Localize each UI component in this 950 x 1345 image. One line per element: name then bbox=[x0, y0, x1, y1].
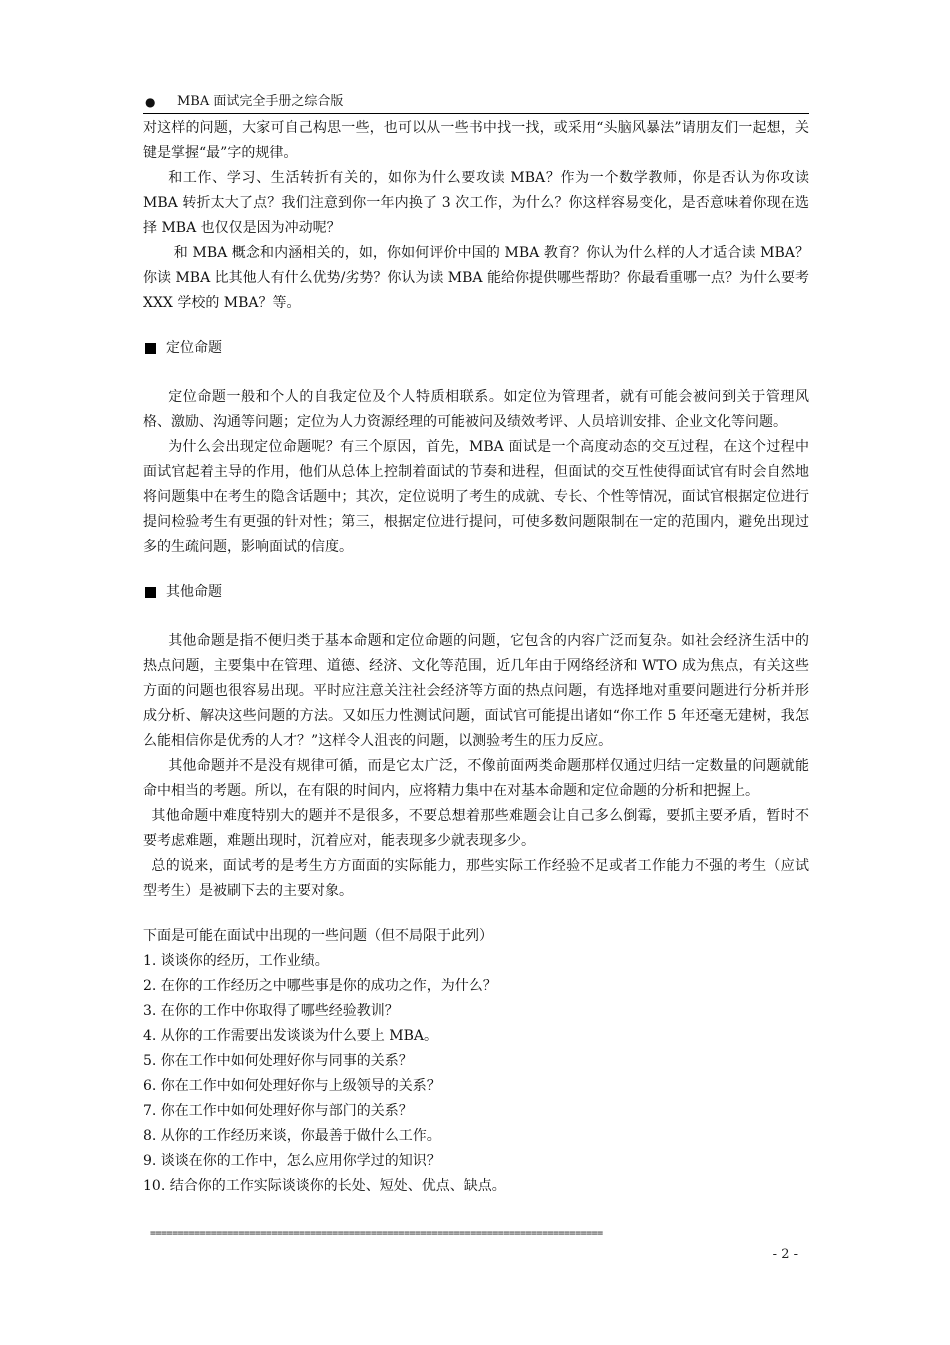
list-item: 10. 结合你的工作实际谈谈你的长处、短处、优点、缺点。 bbox=[143, 1178, 506, 1194]
other-paragraph-1: 其他命题是指不便归类于基本命题和定位命题的问题，它包含的内容广泛而复杂。如社会经济生活中的热点问题，主要集中在管理、道德、经济、文化等范围，近几年由于网络经济和 WTO 成为焦点，有关这些方面的问题也很容易出现。平时应注意关注社会经济等方面的热点问题，有选择地对重要问题进行分析并形成分析、解决这些问题的方法。又如压力性测试问题，面试官可能提出诸如“你工作 5 年还毫无建树，我怎么能相信你是优秀的人才？”这样令人沮丧的问题，以测验考生的压力反应。 bbox=[143, 633, 809, 749]
section-heading-text: 其他命题 bbox=[166, 584, 222, 600]
list-item: 5. 你在工作中如何处理好你与同事的关系？ bbox=[143, 1053, 413, 1069]
square-bullet-icon bbox=[145, 343, 156, 354]
list-item: 3. 在你的工作中你取得了哪些经验教训？ bbox=[143, 1003, 399, 1019]
section-heading-other bbox=[143, 580, 809, 605]
header-title: MBA 面试完全手册之综合版 bbox=[177, 94, 344, 109]
questions-intro: 下面是可能在面试中出现的一些问题（但不局限于此列） bbox=[143, 928, 493, 944]
intro-paragraph-3: 和 MBA 概念和内涵相关的，如，你如何评价中国的 MBA 教育？你认为什么样的人才适合读 MBA？你读 MBA 比其他人有什么优势/劣势？你认为读 MBA 能给你提供哪些帮助？你最看重哪一点？为什么要考 XXX 学校的 MBA？等。 bbox=[143, 245, 809, 311]
list-item: 1. 谈谈你的经历，工作业绩。 bbox=[143, 953, 329, 969]
page-header bbox=[143, 93, 809, 114]
positioning-paragraph-2: 为什么会出现定位命题呢？有三个原因，首先，MBA 面试是一个高度动态的交互过程，在这个过程中面试官起着主导的作用，他们从总体上控制着面试的节奏和进程，但面试的交互性使得面试官有时会自然地将问题集中在考生的隐含话题中；其次，定位说明了考生的成就、专长、个性等情况，面试官根据定位进行提问检验考生有更强的针对性；第三，根据定位进行提问，可使多数问题限制在一定的范围内，避免出现过多的生疏问题，影响面试的信度。 bbox=[143, 439, 809, 555]
list-item: 9. 谈谈在你的工作中，怎么应用你学过的知识？ bbox=[143, 1153, 441, 1169]
intro-paragraph-2: 和工作、学习、生活转折有关的，如你为什么要攻读 MBA？作为一个数学教师，你是否认为你攻读 MBA 转折太大了点？我们注意到你一年内换了 3 次工作，为什么？你这样容易变化，是否意味着你现在选择 MBA 也仅仅是因为冲动呢？ bbox=[143, 170, 809, 236]
other-paragraph-4: 总的说来，面试考的是考生方方面面的实际能力，那些实际工作经验不足或者工作能力不强的考生（应试型考生）是被刷下去的主要对象。 bbox=[143, 858, 809, 899]
questions-list bbox=[143, 949, 809, 1199]
list-item: 7. 你在工作中如何处理好你与部门的关系？ bbox=[143, 1103, 413, 1119]
other-paragraph-3: 其他命题中难度特别大的题并不是很多，不要总想着那些难题会让自己多么倒霉，要抓主要矛盾，暂时不要考虑难题，难题出现时，沉着应对，能表现多少就表现多少。 bbox=[143, 808, 809, 849]
list-item: 6. 你在工作中如何处理好你与上级领导的关系？ bbox=[143, 1078, 441, 1094]
section-heading-positioning bbox=[143, 336, 809, 361]
square-bullet-icon bbox=[145, 587, 156, 598]
other-paragraph-2: 其他命题并不是没有规律可循，而是它太广泛，不像前面两类命题那样仅通过归结一定数量的问题就能命中相当的考题。所以，在有限的时间内，应将精力集中在对基本命题和定位命题的分析和把握上。 bbox=[143, 758, 809, 799]
list-item: 2. 在你的工作经历之中哪些事是你的成功之作，为什么？ bbox=[143, 978, 497, 994]
intro-paragraph-1: 对这样的问题，大家可自己构思一些，也可以从一些书中找一找，或采用“头脑风暴法”请朋友们一起想，关键是掌握“最”字的规律。 bbox=[143, 120, 809, 161]
list-item: 4. 从你的工作需要出发谈谈为什么要上 MBA。 bbox=[143, 1028, 438, 1044]
document-body bbox=[143, 116, 809, 1199]
page-number: - 2 - bbox=[772, 1247, 798, 1262]
footer-rule: ================================================================================== bbox=[150, 1228, 603, 1239]
list-item: 8. 从你的工作经历来谈，你最善于做什么工作。 bbox=[143, 1128, 441, 1144]
positioning-paragraph-1: 定位命题一般和个人的自我定位及个人特质相联系。如定位为管理者，就有可能会被问到关于管理风格、激励、沟通等问题；定位为人力资源经理的可能被问及绩效考评、人员培训安排、企业文化等问题。 bbox=[143, 389, 809, 430]
bullet-icon: ● bbox=[145, 95, 156, 109]
section-heading-text: 定位命题 bbox=[166, 340, 222, 356]
